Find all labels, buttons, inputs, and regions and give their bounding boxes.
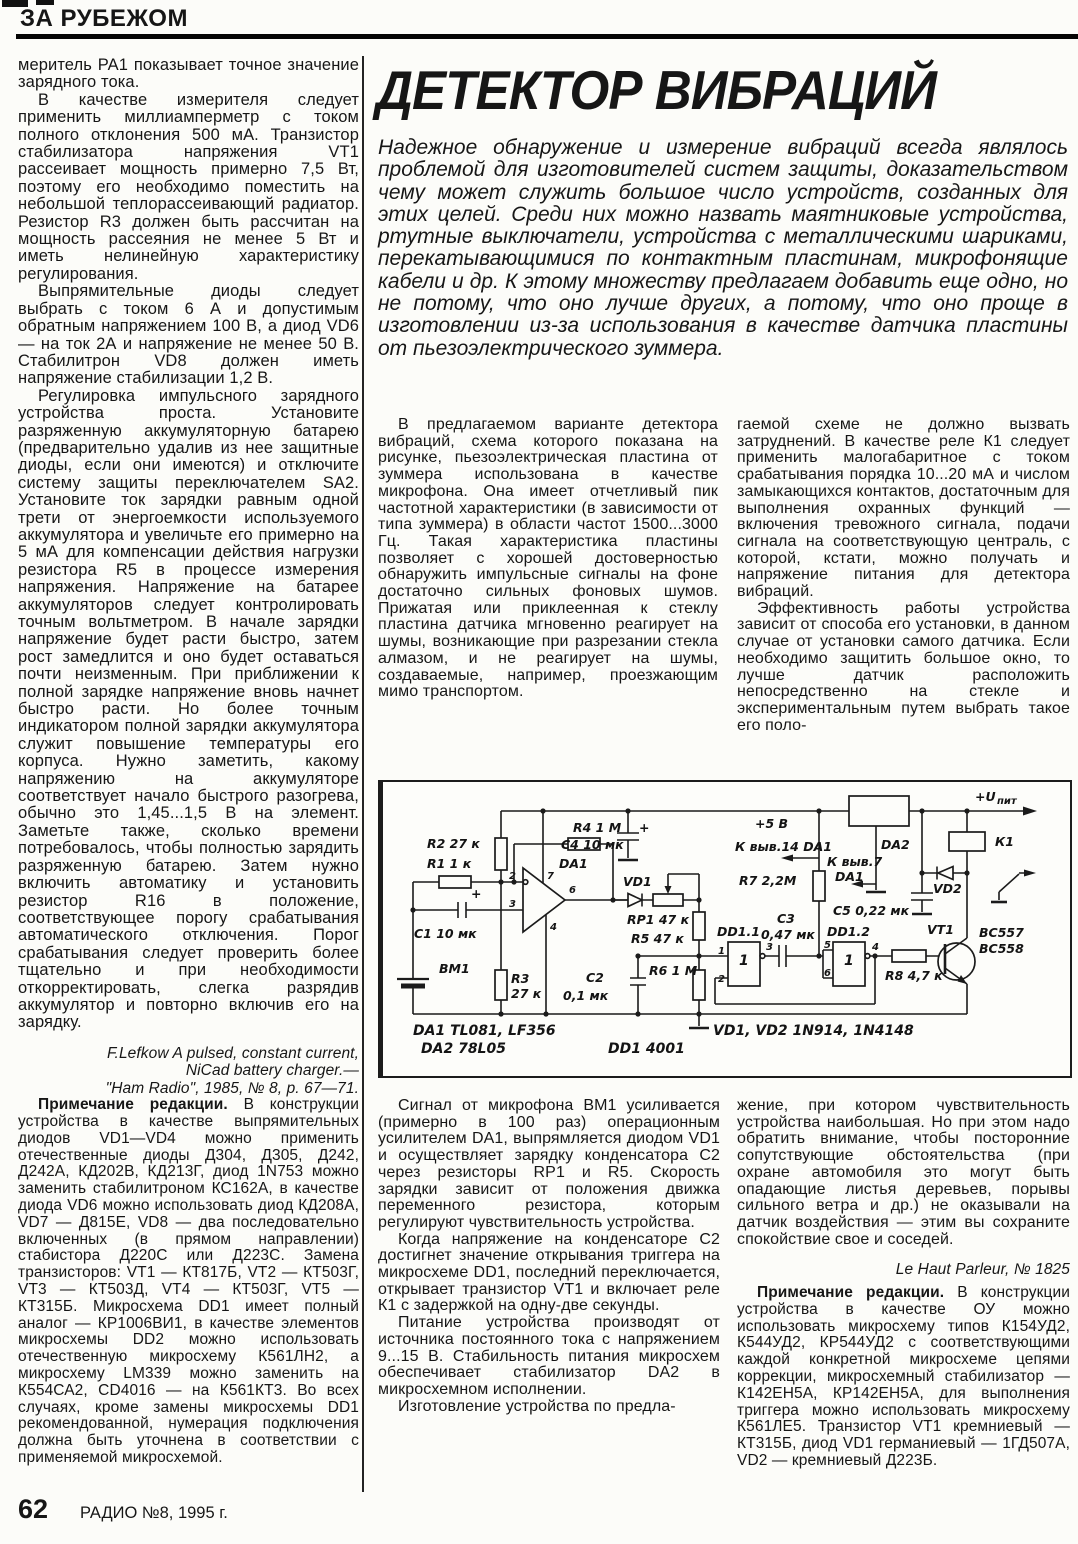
pin-6: 6 <box>824 968 831 979</box>
paragraph: В качестве измерителя следует применить миллиамперметр с током полного отклонения 500 мА. Транзистор стабилизатора напряжения VT1 рассеивает мощность примерно 7,5 Вт, поэтому его необходимо поместить на небольшой теплорассеивающий радиатор. Резистор R3 должен быть рассчитан на мощность рассеяния не менее 5 Вт и иметь нелинейную характеристику регулирования. <box>18 90 359 283</box>
pin-4: 4 <box>872 942 879 953</box>
diode-vd2 <box>938 867 953 880</box>
pin-6: 6 <box>569 885 576 896</box>
detector-stage <box>563 874 728 1014</box>
da2-label: DA2 <box>881 837 910 852</box>
paragraph: Питание устройства производят от источника постоянного тока с напряжением 9...15 В. Стабильность питания микросхем обеспечивает стабилизатор DA2 в микросхемном исполнении. <box>378 1314 720 1398</box>
pin-3: 3 <box>509 899 516 910</box>
paragraph: Когда напряжение на конденсаторе С2 достигнет значение открывания триггера на микросхеме DD1, последний переключается, открывает транзистор VT1 и включает реле К1 с задержкой на одну-две секунды. <box>378 1230 720 1315</box>
article-column-2 <box>737 417 1070 734</box>
opamp-triangle <box>523 868 565 932</box>
pin-3: 3 <box>766 942 773 953</box>
c1-label: С1 10 мк <box>414 926 477 941</box>
potentiometer-rp1 <box>653 894 683 906</box>
caption-da: DA1 TL081, LF356 <box>413 1023 556 1039</box>
issue-label: РАДИО №8, 1995 г. <box>80 1504 228 1522</box>
caption-da2: DA2 78L05 <box>421 1041 506 1057</box>
editor-note-label: Примечание редакции. <box>757 1284 945 1302</box>
supply-label-sub: пит <box>997 796 1017 807</box>
plus5-label: +5 В <box>755 816 789 831</box>
caption-dd: DD1 4001 <box>608 1041 685 1057</box>
paragraph: жение, при котором чувствительность устройства наибольшая. Но при этом надо обратить внимание, чтобы посторонние сопутствующие обстоятельства (при охране автомобиля это могут быть опадающие листья деревьев, порывы сильного ветра и др.) не оказывали на датчик воздействия — этим вы сохраните спокойствие свое и соседей. <box>737 1097 1070 1248</box>
paragraph: Изготовление устройства по предла- <box>398 1397 676 1415</box>
resistor-r3 <box>495 970 507 1000</box>
relay-contact <box>999 873 1024 900</box>
paragraph: меритель PA1 показывает точное значение зарядного тока. <box>18 56 359 92</box>
capacitor-c1 <box>458 902 466 918</box>
vt1-type-label: BC558 <box>979 941 1024 956</box>
c2-label: 0,1 мк <box>563 988 609 1003</box>
transistor-vt1 <box>938 943 975 980</box>
paragraph: гаемой схеме не должно вызвать затруднений. В качестве реле К1 следует применить малогабаритное с током срабатывания порядка 10...20 мА и числом замыкающихся контактов, достаточным для выполнения охранных функций — включения тревожного сигнала, подачи сигнала на соответствующую централь, с которой, кстати, можно получать и напряжение питания для детектора вибраций. <box>737 416 1070 601</box>
vt1-type-label: BC557 <box>979 925 1024 940</box>
r1-label: R1 1 к <box>427 856 472 871</box>
pin-2: 2 <box>509 871 516 882</box>
header-rule <box>16 34 1078 39</box>
article-column-1-bottom <box>378 1098 720 1415</box>
c4-label: С4 10 мк <box>561 837 624 852</box>
pin-2: 2 <box>718 974 725 985</box>
paragraph: Сигнал от микрофона ВМ1 усиливается (примерно в 100 раз) операционным усилителем DA1, выпрямляется диодом VD1 и осуществляет зарядку конденсатора С2 через резисторы RP1 и R5. Скорость зарядки зависит от положения движка переменного резистора, которым регулируют чувствительность устройства. <box>378 1097 720 1231</box>
input-stage <box>397 811 542 1014</box>
contact-arrow-icon <box>1024 870 1036 877</box>
dd12-label: DD1.2 <box>827 924 870 939</box>
editor-note: Примечание редакции. В конструкции устройства в качестве выпрямительных диодов VD1—VD4 можно применить отечественные диоды Д304, Д305, Д242, Д242А, КД202В, КД213Г, диод 1N753 можно заменить стабилитроном КС162А, в качестве диода VD6 можно использовать диод КД208А, VD7 — Д815Е, VD8 — два последовательно включенных (в прямом направлении) стабистора Д220С или Д223С. Замена транзисторов: VT1 — КТ817Б, VT2 — КТ503Г, VT3 — КТ503Д, VT4 — КТ503Г, VT5 — КТ315Б. Микросхема DD1 имеет полный аналог — КР1006ВИ1, в качестве элементов микросхемы DD2 можно использовать отечественную микросхему К561ЛН2, а микросхему LM339 можно заменить на К554СА2, CD4016 — на К561КТ3. Во всех случаях, кроме замены микросхемы DD1 рекомендованной, нумерация подключения должна быть уточнена в соответствии с применяемой микросхемой. <box>18 1096 359 1466</box>
schematic-figure <box>378 780 1072 1078</box>
resistor-r5 <box>693 912 705 940</box>
c3-label: С3 <box>777 911 795 926</box>
inverting-input-bubble <box>523 880 528 885</box>
vt1-label: VT1 <box>927 922 954 937</box>
pin-5: 5 <box>824 940 831 951</box>
article-lead: Надежное обнаружение и измерение вибраций всегда являлось проблемой для изготовителей систем защиты, доказательством чему может служить большое число устройств, созданных для этих целей. Среди них можно назвать маятниковые устройства, ртутные выключатели, устройства с металлическими шариками, перекатывающимися по контактным пластинам, микрофонящие кабели и др. К этому множеству предлагаем добавить еще одно, но не потому, что оно лучше других, а потому, что оно проще в изготовлении из-за использования в качестве датчика пластины от пьезоэлектрического зуммера. <box>378 136 1068 360</box>
gate-symbol: 1 <box>739 953 749 969</box>
resistor-r2 <box>495 838 507 870</box>
to-pin7-label: DA1 <box>835 869 864 884</box>
figure-captions <box>413 1023 914 1057</box>
supply-arrow-icon <box>1023 807 1037 816</box>
c2-label: С2 <box>586 970 604 985</box>
wiper-arrow-icon <box>665 886 672 894</box>
resistor-r7 <box>813 871 825 901</box>
to-pin7-label: К выв.7 <box>827 854 883 869</box>
to-pin14-arrow-icon <box>781 855 793 862</box>
pin-1: 1 <box>718 946 725 957</box>
pin-4: 4 <box>550 922 557 933</box>
pin-7: 7 <box>547 871 554 882</box>
capacitor-c2 <box>630 978 646 985</box>
r6-label: R6 1 М <box>649 963 698 978</box>
charger-article-column <box>18 57 359 1467</box>
editor-note-label: Примечание редакции. <box>38 1096 228 1114</box>
r3-label: 27 к <box>511 986 542 1001</box>
bm1-label: ВМ1 <box>439 961 470 976</box>
paragraph: В предлагаемом варианте детектора вибраций, схема которого показана на рисунке, пьезоэлектрическая пластина от зуммера использована в качестве микрофона. Она имеет отчетливый пик частотной характеристики (в зависимости от типа зуммера) в области частот 1500...3000 Гц. Такая характеристика пластины позволяет с хорошей достоверностью обнаружить импульсные сигналы на фоне достаточно сильных фоновых шумов. Прижатая или приклеенная к стеклу пластина датчика мгновенно реагирует на шумы, возникающие при разрезании стекла алмазом, и не реагирует на шумы, создаваемые, например, проезжающим мимо транспортом. <box>378 416 718 701</box>
c3-label: 0,47 мк <box>761 927 815 942</box>
r8-label: R8 4,7 к <box>885 968 943 983</box>
regulator-da2 <box>849 796 909 826</box>
paragraph: Регулировка импульсного зарядного устройства проста. Установите разряженную аккумуляторную батарею (предварительно удалив из нее защитные диоды, если они имеются) и отключите систему защиты переключателем SA2. Установите ток зарядки равным одной трети от энергоемкости используемого аккумулятора и увеличьте его примерно на 5 мА для компенсации действия нагрузки резистора R5 в процессе измерения напряжения. Напряжение на батарее аккумуляторов следует контролировать точным вольтметром. В начале зарядки напряжение будет расти быстро, затем рост замедлится и оно будет оставаться почти неизменным. При приближении к полной зарядке напряжение вновь начнет быстро расти. Но более точным индикатором полной зарядки аккумулятора служит повышение температуры его корпуса. Нужно заметить, какому напряжению на аккумуляторе соответствует начало быстрого разогрева, обычно это 1,45...1,5 В на элемент. Заметьте также, сколько времени потребовалось, чтобы полностью зарядить разряженную батарею. Затем нужно включить автоматику и установить резистор R16 в положение, соответствующее порогу срабатывания автоматического отключения. Порог срабатывания следует проверить более тщательно и при необходимости откорректировать, слегка разрядив аккумулятор и повторно включив его на зарядку. <box>18 386 359 1032</box>
da1-label: DA1 <box>559 856 588 871</box>
supply-label: +U <box>975 789 996 804</box>
source-attribution: F.Lefkow A pulsed, constant current, NiCad battery charger.— "Ham Radio", 1985, № 8, p. 67—71. <box>105 1044 359 1097</box>
editor-note: Примечание редакции. В конструкции устройства в качестве ОУ можно использовать микросхему типов К154УД2, К544УД2, КР544УД2 с соответствующими каждой конкретной микросхеме цепями коррекции, микросхемный стабилизатор — К142ЕН5А, КР142ЕН5А, для выполнения триггера можно использовать микросхему К561ЛЕ5. Транзистор VT1 кремниевый — КТ315Б, диод VD1 германиевый — 1ГД507А, VD2 — кремниевый Д223Б. <box>737 1284 1070 1469</box>
paragraph: Эффективность работы устройства зависит от способа его установки, в данном случае от установки самого датчика. Если необходимо защитить большое окно, то лучше датчик расположить непосредственно на стекле и экспериментальным путем выбрать такое его поло- <box>737 599 1070 734</box>
dd11-label: DD1.1 <box>717 924 760 939</box>
page-number: 62 <box>18 1494 49 1524</box>
k1-label: К1 <box>995 834 1014 849</box>
resistor-r8 <box>892 950 926 962</box>
vibration-detector-schematic <box>383 782 1070 1073</box>
inversion-bubble <box>760 954 765 959</box>
diode-vd1 <box>628 894 642 907</box>
r4-label: R4 1 М <box>573 820 622 835</box>
c1-plus: + <box>471 886 482 901</box>
c4-plus: + <box>639 820 650 835</box>
r5-label: R5 47 к <box>631 931 684 946</box>
vd2-label: VD2 <box>933 881 962 896</box>
source-attribution: Le Haut Parleur, № 1825 <box>895 1261 1070 1279</box>
section-header: ЗА РУБЕЖОМ <box>20 5 188 32</box>
c5-label: С5 0,22 мк <box>833 903 910 918</box>
gate-symbol: 1 <box>844 953 854 969</box>
article-title: ДЕТЕКТОР ВИБРАЦИЙ <box>376 59 937 121</box>
inversion-bubble <box>865 954 870 959</box>
article-column-2-bottom <box>737 1098 1070 1470</box>
r3-label: R3 <box>511 971 530 986</box>
caption-vd: VD1, VD2 1N914, 1N4148 <box>713 1023 914 1039</box>
column-divider <box>362 56 364 1492</box>
vd1-label: VD1 <box>623 874 652 889</box>
article-column-1 <box>378 417 718 701</box>
capacitor-c5 <box>911 893 933 912</box>
relay-k1 <box>949 832 985 851</box>
rp1-label: RP1 47 к <box>627 912 690 927</box>
to-pin14-label: К выв.14 DA1 <box>735 839 832 854</box>
paragraph: Выпрямительные диоды следует выбрать с током 6 А и допустимым обратным напряжением 100 В, а диод VD6 — на ток 2А и напряжение не менее 50 В. Стабилитрон VD8 должен иметь напряжение стабилизации 1,2 В. <box>18 282 359 388</box>
r2-label: R2 27 к <box>427 836 480 851</box>
r7-label: R7 2,2М <box>739 873 797 888</box>
resistor-r1 <box>439 876 471 888</box>
